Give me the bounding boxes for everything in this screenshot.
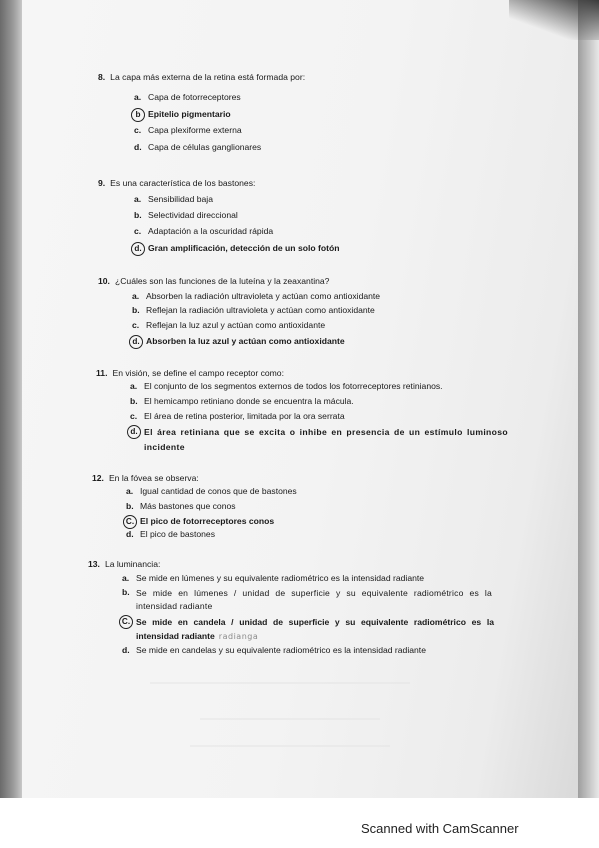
option-11c: c. El área de retina posterior, limitada por la ora serrata bbox=[130, 411, 345, 421]
option-8b-selected: b Epitelio pigmentario bbox=[134, 108, 231, 122]
option-8d: d. Capa de células ganglionares bbox=[134, 142, 262, 152]
option-10b: b. Reflejan la radiación ultravioleta y actúan como antioxidante bbox=[132, 305, 375, 315]
option-12b: b. Más bastones que conos bbox=[126, 501, 236, 511]
question-8: 8. La capa más externa de la retina está formada por: bbox=[98, 72, 306, 82]
option-13c-selected: C. Se mide en candela / unidad de superficie y su equivalente radiométrico es la intensidad radiante radianga bbox=[122, 615, 494, 644]
question-text: Es una característica de los bastones: bbox=[110, 178, 256, 188]
question-9: 9. Es una característica de los bastones: bbox=[98, 178, 256, 188]
handwritten-note: radianga bbox=[218, 632, 259, 641]
option-10c: c. Reflejan la luz azul y actúan como antioxidante bbox=[132, 320, 326, 330]
option-10a: a. Absorben la radiación ultravioleta y actúan como antioxidante bbox=[132, 291, 381, 301]
option-9c: c. Adaptación a la oscuridad rápida bbox=[134, 226, 274, 236]
option-8a: a. Capa de fotorreceptores bbox=[134, 92, 241, 102]
option-12c-selected: C. El pico de fotorreceptores conos bbox=[126, 515, 274, 529]
option-12d: d. El pico de bastones bbox=[126, 529, 216, 539]
camscanner-watermark: Scanned with CamScanner bbox=[361, 821, 519, 836]
question-text: En la fóvea se observa: bbox=[108, 473, 199, 483]
question-text: La capa más externa de la retina está formada por: bbox=[110, 72, 306, 82]
answer-circle: d. bbox=[127, 425, 141, 439]
answer-circle: C. bbox=[123, 515, 137, 529]
option-12a: a. Igual cantidad de conos que de bastones bbox=[126, 486, 297, 496]
option-9a: a. Sensibilidad baja bbox=[134, 194, 213, 204]
option-11b: b. El hemicampo retiniano donde se encuentra la mácula. bbox=[130, 396, 354, 406]
option-9b: b. Selectividad direccional bbox=[134, 210, 238, 220]
question-text: La luminancia: bbox=[104, 559, 161, 569]
question-text: En visión, se define el campo receptor como: bbox=[112, 368, 284, 378]
answer-circle: d. bbox=[129, 335, 143, 349]
option-9d-selected: d. Gran amplificación, detección de un solo fotón bbox=[134, 242, 339, 256]
answer-circle: b bbox=[131, 108, 145, 122]
option-13d: d. Se mide en candelas y su equivalente radiométrico es la intensidad radiante bbox=[122, 645, 426, 655]
answer-circle: d. bbox=[131, 242, 145, 256]
option-10d-selected: d. Absorben la luz azul y actúan como antioxidante bbox=[132, 335, 345, 349]
option-11d-selected: d. El área retiniana que se excita o inhibe en presencia de un estímulo luminoso incidente bbox=[130, 425, 508, 455]
answer-circle: C. bbox=[119, 615, 133, 629]
question-10: 10. ¿Cuáles son las funciones de la luteína y la zeaxantina? bbox=[98, 276, 330, 286]
option-13b: b. Se mide en lúmenes / unidad de superficie y su equivalente radiométrico es la intensidad radiante bbox=[122, 587, 492, 611]
question-13: 13. La luminancia: bbox=[88, 559, 161, 569]
option-13a: a. Se mide en lúmenes y su equivalente radiométrico es la intensidad radiante bbox=[122, 573, 425, 583]
question-12: 12. En la fóvea se observa: bbox=[92, 473, 199, 483]
option-11a: a. El conjunto de los segmentos externos de todos los fotorreceptores retinianos. bbox=[130, 381, 443, 391]
option-8c: c. Capa plexiforme externa bbox=[134, 125, 242, 135]
question-11: 11. En visión, se define el campo receptor como: bbox=[96, 368, 284, 378]
question-text: ¿Cuáles son las funciones de la luteína y la zeaxantina? bbox=[114, 276, 330, 286]
